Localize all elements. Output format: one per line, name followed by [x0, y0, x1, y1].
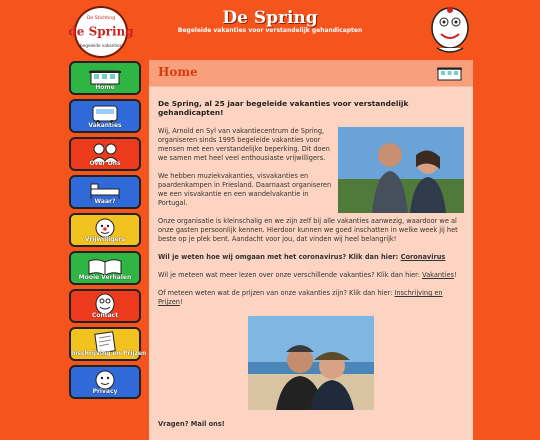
nav-item-waar[interactable] — [69, 175, 141, 209]
site-logo[interactable] — [68, 6, 134, 58]
prijzen-text: Of meteen weten wat de prijzen van onze vakanties zijn? Klik dan hier: — [158, 289, 395, 297]
nav-item-label: Contact — [91, 312, 119, 319]
nav-item-label: Home — [95, 84, 115, 91]
prijzen-end: ! — [179, 298, 183, 306]
nav-item-contact[interactable] — [69, 289, 141, 323]
nav-item-label: Vakanties — [88, 122, 122, 129]
vakanties-link[interactable]: Vakanties — [422, 271, 454, 279]
questions-line: Vragen? Mail ons! — [158, 420, 225, 428]
vakanties-end: ! — [453, 271, 457, 279]
offer-text: We hebben muziekvakanties, visvakanties en paardenkampen in Friesland. Daarnaast organiseren we een visvakantie en een wandelvakantie in Portugal. — [158, 172, 332, 207]
nav-item-over-ons[interactable] — [69, 137, 141, 171]
svg-text:De Stichting: De Stichting — [86, 16, 116, 22]
svg-text:de Spring: de Spring — [68, 24, 134, 39]
prijzen-paragraph — [158, 289, 464, 307]
nav-item-label: Vrijwilligers — [84, 236, 126, 243]
content-panel — [149, 60, 473, 440]
nav-item-mooie-verhalen[interactable] — [69, 251, 141, 285]
page-title: Home — [158, 65, 198, 79]
nav-item-label: Privacy — [92, 388, 118, 395]
nav-item-label: Waar? — [94, 198, 116, 205]
nav-item-home[interactable] — [69, 61, 141, 95]
nav-item-label: Inschrijving en Prijzen — [71, 350, 147, 357]
main-nav — [69, 61, 147, 403]
panel-header — [149, 60, 473, 87]
corona-paragraph — [158, 253, 464, 262]
site-title: De Spring — [222, 8, 318, 28]
vakanties-paragraph — [158, 271, 464, 280]
inschrijving-prijzen-link[interactable]: Inschrijving en Prijzen — [158, 289, 443, 306]
vakanties-text: Wil je meteen wat meer lezen over onze verschillende vakanties? Klik dan hier: — [158, 271, 423, 279]
nav-item-label: Mooie Verhalen — [78, 274, 132, 281]
corona-text: Wil je weten hoe wij omgaan met het coronavirus? Klik dan hier: — [158, 253, 401, 261]
nav-item-label: Over Ons — [89, 160, 121, 167]
intro-text: Wij, Arnold en Syl van vakantiecentrum de Spring, organiseren sinds 1995 begeleide vakanties voor mensen met een verstandelijke beperking. Dit doen we samen met heel veel enthousiaste vrijwilligers. — [158, 127, 330, 162]
coronavirus-link[interactable]: Coronavirus — [400, 253, 446, 261]
page-content — [149, 87, 473, 429]
mascot-logo-icon — [429, 4, 471, 56]
couple-photo — [338, 127, 464, 213]
nav-item-privacy[interactable] — [69, 365, 141, 399]
organisation-text: Onze organisatie is kleinschalig en we zijn zelf bij alle vakanties aanwezig, waardoor we al onze gasten persoonlijk kennen. Hierdoor kunnen we goed inschatten in welke week jij het beste op je plek bent. Aandacht voor jou, dat vinden wij heel belangrijk! — [158, 217, 458, 243]
nav-item-vrijwilligers[interactable] — [69, 213, 141, 247]
beach-photo — [248, 316, 374, 410]
nav-item-vakanties[interactable] — [69, 99, 141, 133]
svg-text:begeleide vakanties: begeleide vakanties — [80, 42, 122, 48]
house-icon — [436, 64, 463, 82]
page-heading: De Spring, al 25 jaar begeleide vakanties voor verstandelijk gehandicapten! — [158, 99, 409, 117]
site-subtitle: Begeleide vakanties voor verstandelijk gehandicapten — [177, 27, 363, 34]
nav-item-inschrijving-en-prijzen[interactable] — [69, 327, 147, 361]
